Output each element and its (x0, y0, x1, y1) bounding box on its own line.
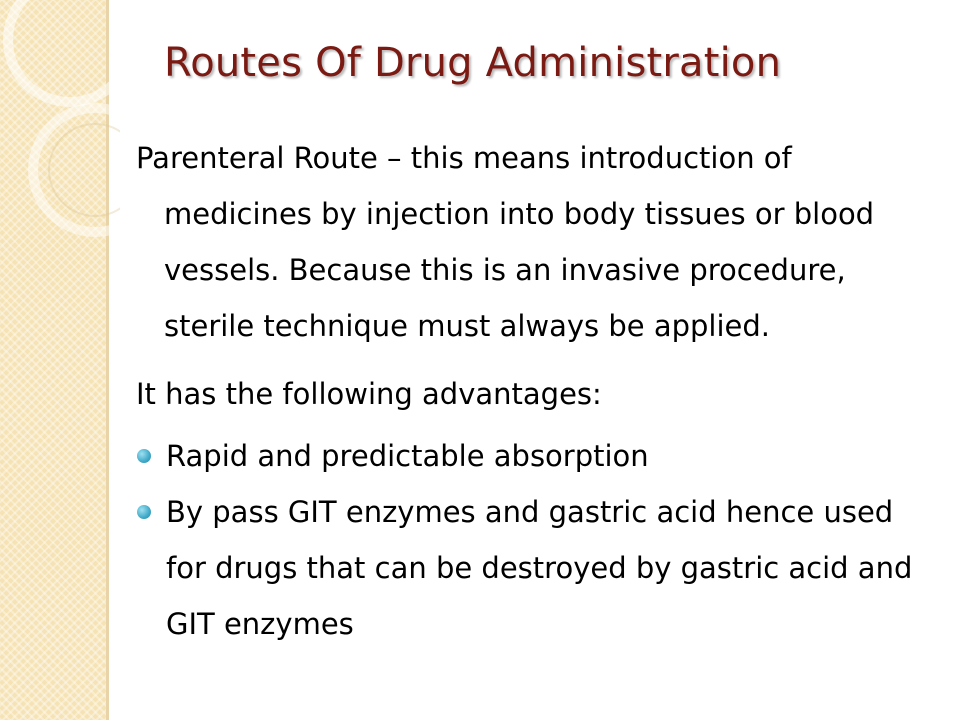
list-item (136, 428, 936, 484)
advantages-list (136, 428, 936, 652)
list-item-text: Rapid and predictable absorption (166, 439, 649, 473)
list-item-text: By pass GIT enzymes and gastric acid hence used for drugs that can be destroyed by gastric acid and GIT enzymes (166, 495, 913, 641)
slide-title: Routes Of Drug Administration (164, 40, 782, 86)
list-item (136, 484, 936, 652)
decorative-circles-icon (0, 0, 120, 260)
advantages-heading: It has the following advantages: (136, 377, 602, 411)
slide-body (136, 130, 936, 652)
bullet-icon (137, 505, 151, 519)
bullet-icon (137, 449, 151, 463)
intro-paragraph: Parenteral Route – this means introduction of medicines by injection into body tissues or blood vessels. Because this is an invasive procedure, sterile technique must always be applied. (136, 141, 875, 343)
